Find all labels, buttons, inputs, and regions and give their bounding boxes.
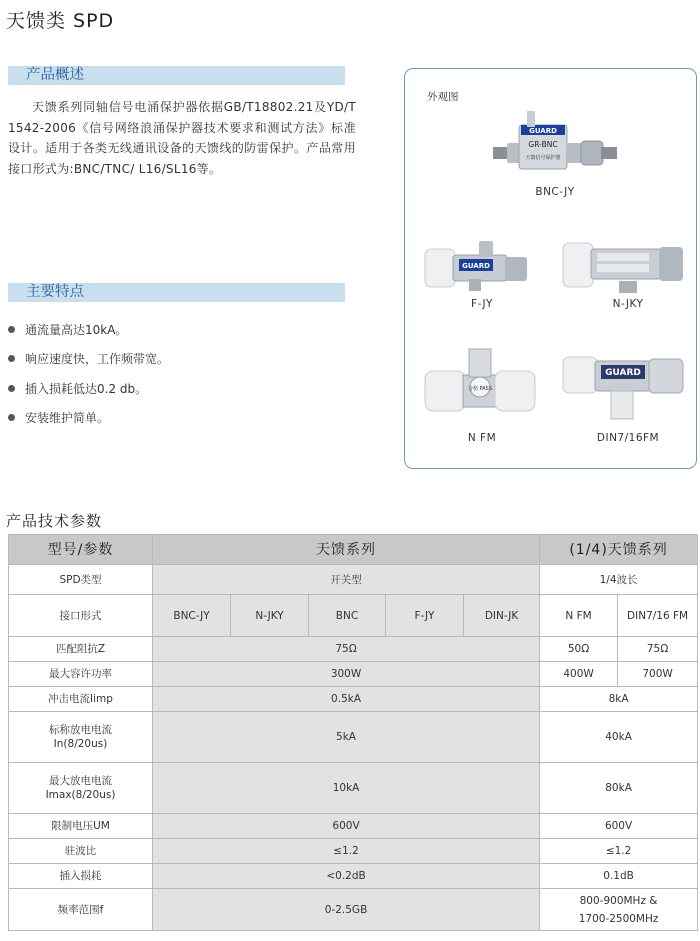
table-row: 频率范围f 0-2.5GB 800-900MHz & 1700-2500MHz	[9, 889, 698, 931]
table-row: 最大容许功率 300W 400W 700W	[9, 662, 698, 687]
feature-item: 安装维护简单。	[8, 409, 109, 427]
table-row: 冲击电流Iimp 0.5kA 8kA	[9, 687, 698, 712]
svg-text:GUARD: GUARD	[529, 127, 557, 135]
header-series-2: (1/4)天馈系列	[540, 535, 698, 565]
features-heading-bar	[8, 283, 345, 302]
din-product-image	[561, 347, 689, 423]
table-header-row	[9, 535, 698, 565]
table-row: 标称放电电流 In(8/20us) 5kA 40kA	[9, 712, 698, 763]
svg-text:GUARD: GUARD	[462, 262, 490, 270]
table-row: 插入损耗 <0.2dB 0.1dB	[9, 864, 698, 889]
product-caption: DIN7/16FM	[596, 432, 660, 444]
features-heading: 主要特点	[26, 284, 84, 300]
header-param: 型号/参数	[9, 535, 153, 565]
feature-item: 响应速度快，工作频带宽。	[8, 350, 169, 368]
overview-text: 天馈系列同轴信号电涌保护器依据GB/T18802.21及YD/T 1542-2006《信号网络浪涌保护器技术要求和测试方法》标准设计。适用于各类无线通讯设备的天馈线的防雷保护。产品常用接口形式为:BNC/TNC/ L16/SL16等。	[8, 100, 356, 176]
spec-heading: 产品技术参数	[6, 512, 103, 530]
table-row: 限制电压UM 600V 600V	[9, 814, 698, 839]
svg-text:GUARD: GUARD	[605, 368, 641, 378]
bnc-jy-product-image	[489, 103, 629, 183]
page-title: 天馈类 SPD	[6, 10, 115, 32]
f-jy-product-image	[419, 237, 543, 299]
product-caption: N FM	[467, 432, 497, 444]
bullet-icon	[8, 385, 15, 392]
table-row: 匹配阻抗Z 75Ω 50Ω 75Ω	[9, 637, 698, 662]
product-caption: F-JY	[471, 298, 493, 310]
bullet-icon	[8, 414, 15, 421]
product-caption: BNC-JY	[535, 186, 575, 198]
n-fm-product-image	[423, 345, 541, 425]
appearance-title: 外观图	[427, 91, 459, 103]
n-jky-product-image	[559, 229, 689, 299]
table-row: 接口形式 BNC-JY N-JKY BNC F-JY DIN-JK N FM DIN7/16 FM	[9, 595, 698, 637]
bullet-icon	[8, 355, 15, 362]
overview-heading-bar	[8, 66, 345, 85]
svg-text:合格 PASS: 合格 PASS	[467, 386, 493, 392]
feature-item: 插入损耗低达0.2 db。	[8, 380, 147, 398]
product-caption: N-JKY	[612, 298, 644, 310]
bullet-icon	[8, 326, 15, 333]
header-series-1: 天馈系列	[153, 535, 540, 565]
svg-text:天馈信号保护器: 天馈信号保护器	[525, 155, 561, 161]
table-row: SPD类型 开关型 1/4波长	[9, 565, 698, 595]
feature-item: 通流量高达10kA。	[8, 321, 127, 339]
table-row: 最大放电电流 Imax(8/20us) 10kA 80kA	[9, 763, 698, 814]
table-row: 驻波比 ≤1.2 ≤1.2	[9, 839, 698, 864]
appearance-panel	[404, 68, 697, 469]
overview-heading: 产品概述	[26, 67, 84, 83]
spec-table	[8, 534, 698, 931]
svg-text:GR-BNC: GR-BNC	[528, 140, 558, 149]
